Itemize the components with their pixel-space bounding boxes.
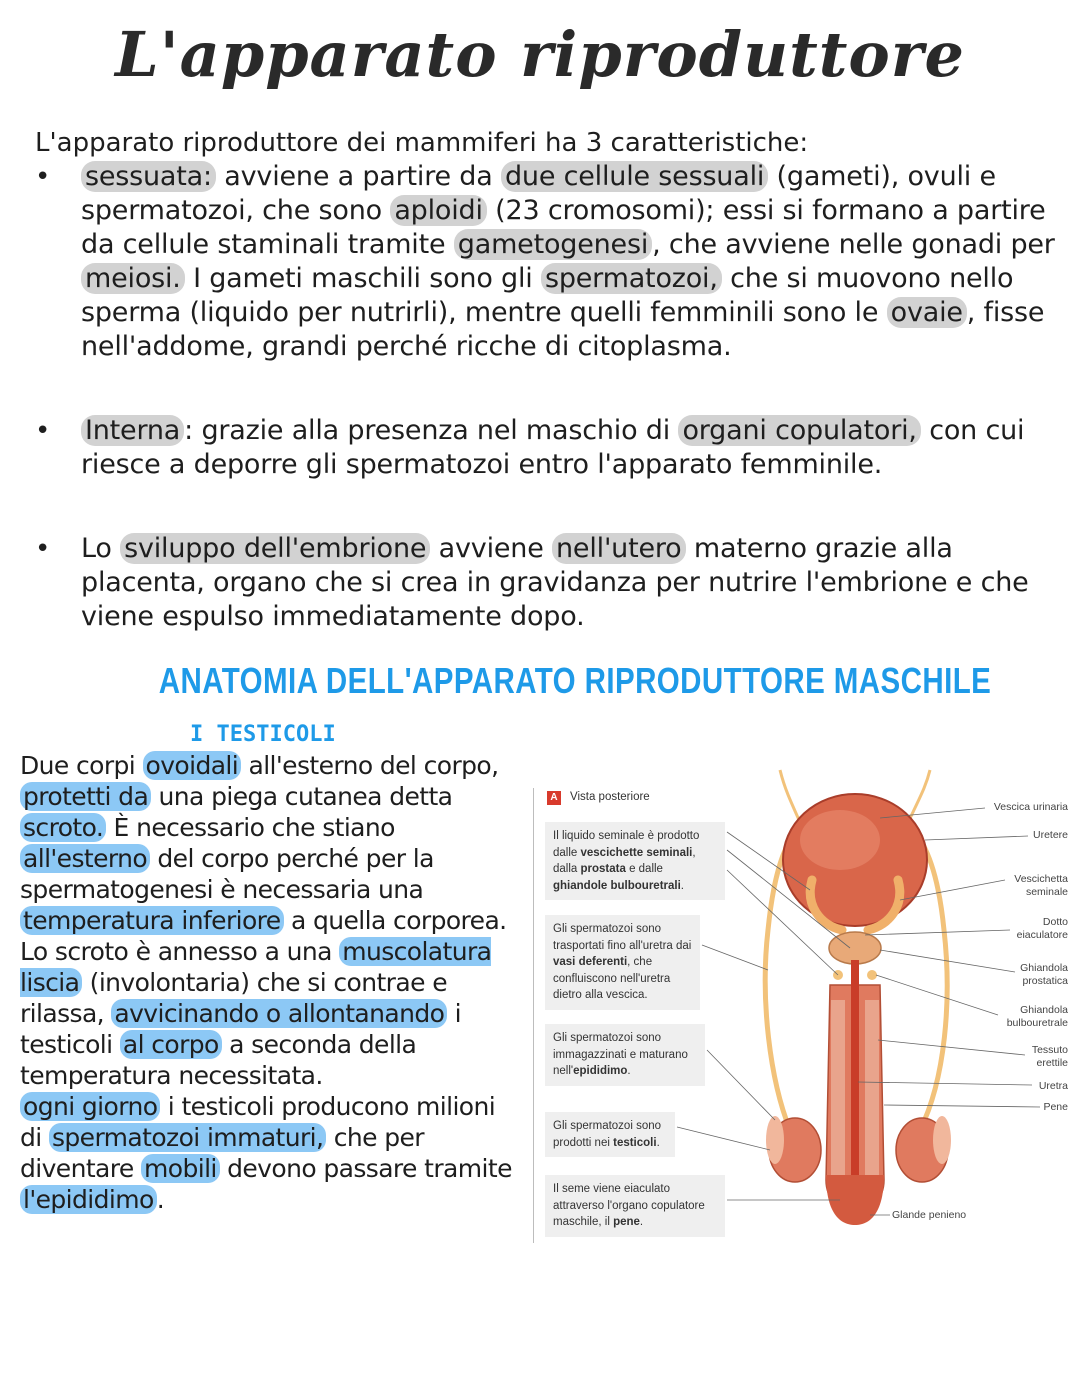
erectile-tissue-right <box>865 1000 879 1175</box>
info-box-liquido: Il liquido seminale è prodotto dalle vescichette seminali, dalla prostata e dalle ghiandole bulbouretrali. <box>545 822 725 900</box>
bullet-sviluppo: • Lo sviluppo dell'embrione avviene nell'utero materno grazie alla placenta, organo che si crea in gravidanza per nutrire l'embrione e che viene espulso immediatamente dopo. <box>35 533 1029 632</box>
testicoli-paragraph-2: Lo scroto è annesso a una muscolatura liscia (involontaria) che si contrae e rilassa, avvicinando o allontanando i testicoli al corpo a seconda della temperatura necessitata. <box>20 937 492 1090</box>
info-box-vasi-deferenti: Gli spermatozoi sono trasportati fino all'uretra dai vasi deferenti, che confluiscono nell'uretra dietro alla vescica. <box>545 915 700 1010</box>
label-uretere: Uretere <box>1032 829 1068 841</box>
page-title: L'apparato riproduttore <box>115 18 965 91</box>
label-uretra: Uretra <box>1038 1080 1068 1092</box>
bullet-sessuata: • sessuata: avviene a partire da due cellule sessuali (gameti), ovuli e spermatozoi, che sono aploidi (23 cromosomi); essi si formano a partire da cellule staminali tramite gametogenesi , che avviene nelle gonadi per meiosi. I gameti maschili sono gli spermatozoi, che si muovono nello sperma (liquido per nutrirli), mentre quelli femminili sono le ovaie , fisse nell'addome, grandi perché ricche di citoplasma. <box>35 161 1055 362</box>
label-tessuto-erettile: Tessuto erettile <box>1031 1044 1068 1069</box>
label-ghiandola-bulbouretrale: Ghiandola bulbouretrale <box>1006 1004 1068 1029</box>
label-line <box>858 1082 1032 1085</box>
info-box-testicoli: Gli spermatozoi sono prodotti nei testicoli. <box>545 1112 675 1157</box>
figure-badge: A <box>547 791 561 805</box>
label-pene: Pene <box>1043 1101 1068 1113</box>
bladder-highlight <box>800 810 880 870</box>
epididymis-left <box>766 1116 784 1164</box>
epididymis-right <box>933 1116 951 1164</box>
subsection-title: I TESTICOLI <box>190 722 336 747</box>
bullet-dot: • <box>35 162 51 192</box>
label-vescica-urinaria: Vescica urinaria <box>993 801 1068 813</box>
callout-line <box>707 1050 775 1120</box>
section-title: ANATOMIA DELL'APPARATO RIPRODUTTORE MASCHILE <box>158 660 992 701</box>
label-glande-penieno: Glande penieno <box>892 1209 967 1221</box>
bullet-dot: • <box>35 416 51 446</box>
label-line <box>878 1040 1025 1055</box>
testicoli-paragraph-3: ogni giorno i testicoli producono milioni di spermatozoi immaturi, che per diventare mobili devono passare tramite l'epididimo . <box>20 1092 512 1214</box>
intro-text: L'apparato riproduttore dei mammiferi ha 3 caratteristiche: <box>35 128 809 158</box>
testicoli-paragraph-1: Due corpi ovoidali all'esterno del corpo, protetti da una piega cutanea detta scroto. È necessario che stiano all'esterno del corpo perché per la spermatogenesi è necessaria una temperatura inferiore a quella corporea. <box>20 751 507 935</box>
keyword-interna: Interna <box>81 415 184 446</box>
erectile-tissue-left <box>831 1000 845 1175</box>
callout-line <box>677 1127 770 1150</box>
callout-line <box>702 945 768 970</box>
prostate <box>829 932 881 964</box>
label-dotto-eiaculatore: Dotto eiaculatore <box>1016 916 1068 941</box>
bullet-dot: • <box>35 534 51 564</box>
info-box-epididimo: Gli spermatozoi sono immagazzinati e maturano nell'epididimo. <box>545 1024 705 1086</box>
info-box-pene: Il seme viene eiaculato attraverso l'organo copulatore maschile, il pene. <box>545 1175 725 1237</box>
figure-label: Vista posteriore <box>570 791 650 803</box>
label-line <box>865 930 1010 935</box>
bullet-interna: • Interna : grazie alla presenza nel maschio di organi copulatori, con cui riesce a deporre gli spermatozoi entro l'apparato femminile. <box>35 415 1025 480</box>
urethra <box>851 960 859 1200</box>
bulbourethral-gland-right <box>867 970 877 980</box>
label-vescichetta-seminale: Vescichetta seminale <box>1014 873 1068 898</box>
label-line <box>876 975 998 1015</box>
keyword-sessuata: sessuata: <box>81 161 216 192</box>
label-ghiandola-prostatica: Ghiandola prostatica <box>1020 962 1068 987</box>
